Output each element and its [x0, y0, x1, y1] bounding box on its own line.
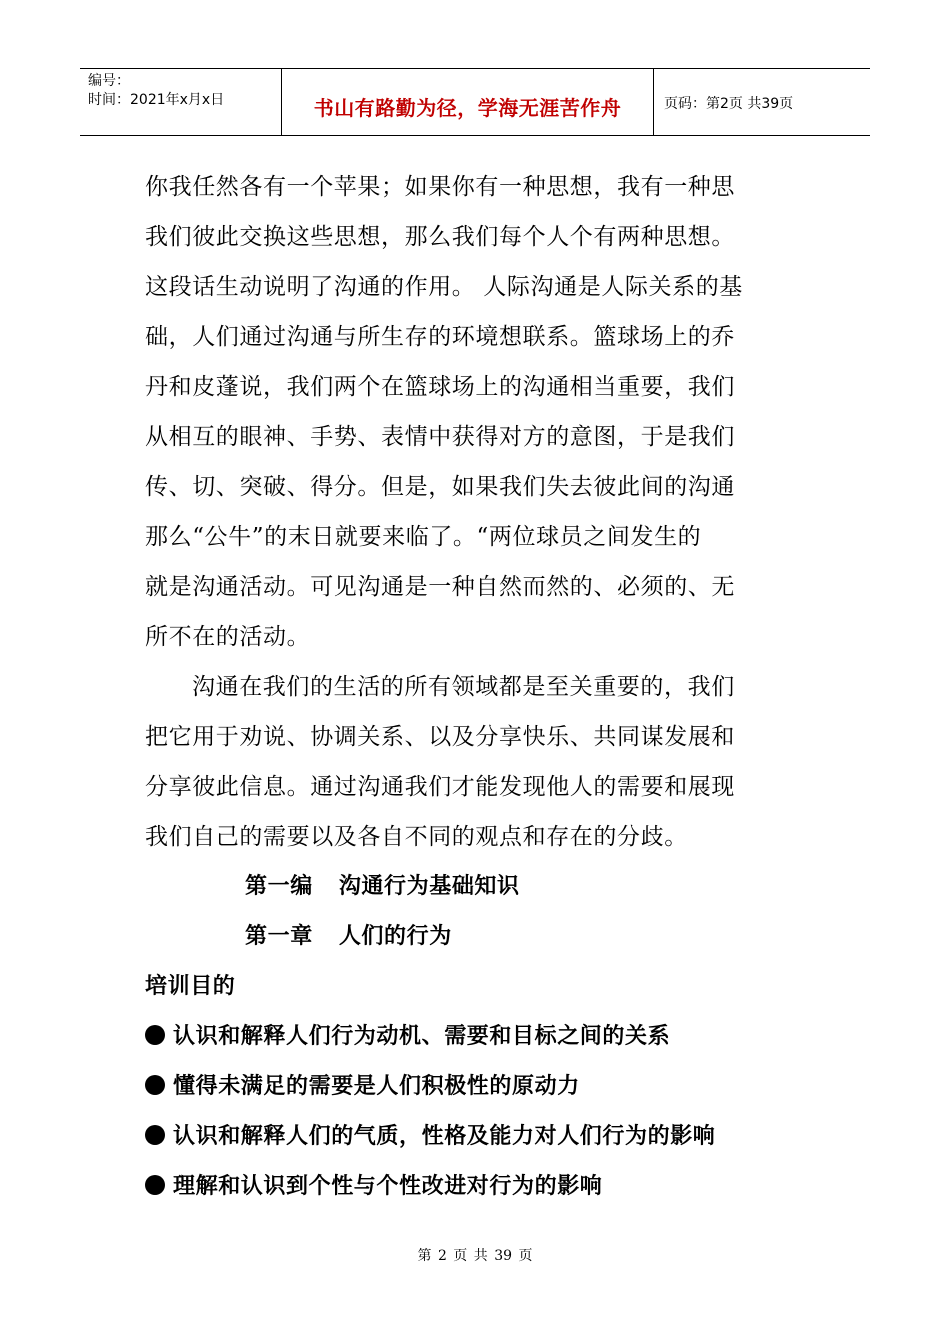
- objective-text: 理解和认识到个性与个性改进对行为的影响: [173, 1174, 603, 1199]
- header-meta: [80, 69, 282, 135]
- body-line: 就是沟通活动。可见沟通是一种自然而然的、必须的、无: [145, 574, 735, 600]
- bullet-icon: [145, 1025, 165, 1045]
- chapter-title: 人们的行为: [338, 924, 452, 949]
- paragraph-line: 我们自己的需要以及各自不同的观点和存在的分歧。: [145, 824, 688, 850]
- body-line: 从相互的眼神、手势、表情中获得对方的意图，于是我们: [145, 424, 735, 450]
- page-header: [80, 68, 870, 136]
- objective-item: [145, 1112, 815, 1162]
- paragraph-line: 沟通在我们的生活的所有领域都是至关重要的，我们: [192, 674, 735, 700]
- objective-item: [145, 1012, 815, 1062]
- header-motto-cell: [282, 69, 654, 135]
- header-time-label: 时间：2021年x月x日: [88, 92, 225, 108]
- body-line: 这段话生动说明了沟通的作用。 人际沟通是人际关系的基: [145, 274, 743, 300]
- page-footer: 第 2 页 共 39 页: [417, 1248, 533, 1264]
- chapter-number: 第一章: [245, 924, 313, 949]
- header-number-label: 编号：: [88, 73, 130, 89]
- paragraph-line: 分享彼此信息。通过沟通我们才能发现他人的需要和展现: [145, 774, 735, 800]
- objective-text: 认识和解释人们的气质，性格及能力对人们行为的影响: [173, 1124, 716, 1149]
- header-motto: 书山有路勤为径，学海无涯苦作舟: [313, 96, 622, 120]
- body-line: 那么“公牛”的末日就要来临了。“两位球员之间发生的: [145, 524, 702, 550]
- body-line: 我们彼此交换这些思想，那么我们每个人个有两种思想。: [145, 224, 735, 250]
- objective-text: 认识和解释人们行为动机、需要和目标之间的关系: [173, 1024, 671, 1049]
- objective-item: [145, 1162, 815, 1212]
- bullet-icon: [145, 1075, 165, 1095]
- body-line: 传、切、突破、得分。但是，如果我们失去彼此间的沟通: [145, 474, 735, 500]
- paragraph-line: 把它用于劝说、协调关系、以及分享快乐、共同谋发展和: [145, 724, 735, 750]
- bullet-icon: [145, 1125, 165, 1145]
- body-line: 你我任然各有一个苹果；如果你有一种思想，我有一种思: [145, 174, 735, 200]
- part-number: 第一编: [245, 874, 313, 899]
- part-heading: [145, 862, 815, 912]
- body-line: 所不在的活动。: [145, 624, 311, 650]
- body-line: 础，人们通过沟通与所生存的环境想联系。篮球场上的乔: [145, 324, 735, 350]
- objective-text: 懂得未满足的需要是人们积极性的原动力: [173, 1074, 580, 1099]
- bullet-icon: [145, 1175, 165, 1195]
- objectives-title: 培训目的: [145, 974, 236, 999]
- chapter-heading: [145, 912, 815, 962]
- header-page-code: 页码：第2页 共39页: [664, 96, 794, 112]
- part-title: 沟通行为基础知识: [338, 874, 520, 899]
- body-content: [145, 162, 815, 1212]
- objective-item: [145, 1062, 815, 1112]
- body-line: 丹和皮蓬说，我们两个在篮球场上的沟通相当重要，我们: [145, 374, 735, 400]
